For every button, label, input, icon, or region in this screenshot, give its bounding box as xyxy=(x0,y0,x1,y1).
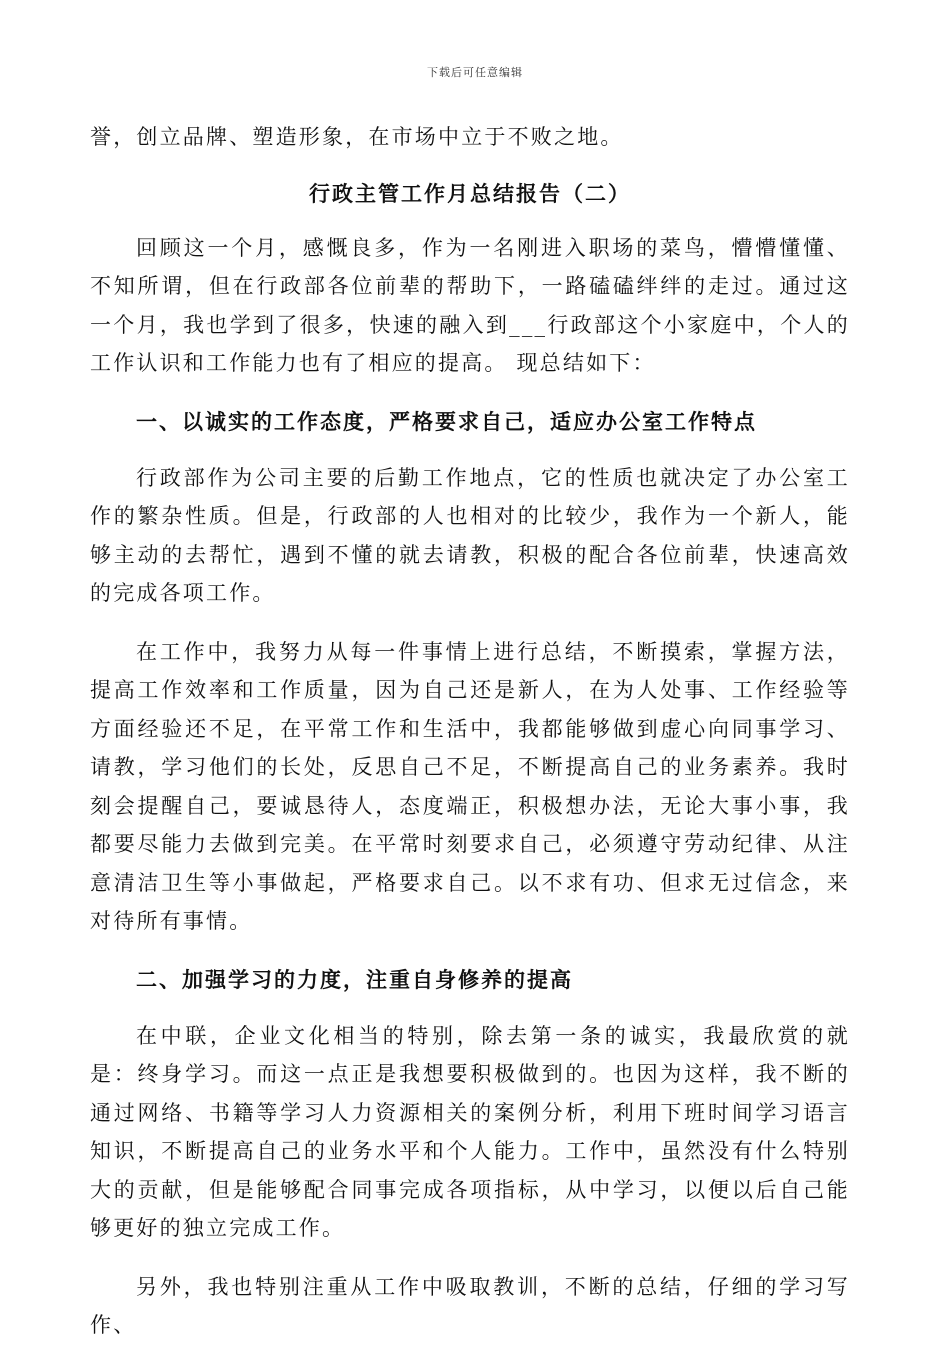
document-body xyxy=(90,118,850,1345)
intro-paragraph: 回顾这一个月，感慨良多，作为一名刚进入职场的菜鸟，懵懵懂懂、不知所谓，但在行政部各位前辈的帮助下，一路磕磕绊绊的走过。通过这一个月，我也学到了很多，快速的融入到___行政部这个小家庭中，个人的工作认识和工作能力也有了相应的提高。 现总结如下： xyxy=(90,235,850,375)
header-note: 下载后可任意编辑 xyxy=(427,66,523,79)
section-1-heading: 一、以诚实的工作态度，严格要求自己，适应办公室工作特点 xyxy=(136,409,757,434)
section-2-paragraph-2: 另外，我也特别注重从工作中吸取教训，不断的总结，仔细的学习写作、 xyxy=(90,1274,850,1337)
section-1-paragraph-2: 在工作中，我努力从每一件事情上进行总结，不断摸索，掌握方法，提高工作效率和工作质量，因为自己还是新人，在为人处事、工作经验等方面经验还不足，在平常工作和生活中，我都能够做到虚心向同事学习、请教，学习他们的长处，反思自己不足，不断提高自己的业务素养。我时刻会提醒自己，要诚恳待人，态度端正，积极想办法，无论大事小事，我都要尽能力去做到完美。在平常时刻要求自己，必须遵守劳动纪律、从注意清洁卫生等小事做起，严格要求自己。以不求有功、但求无过信念，来对待所有事情。 xyxy=(90,639,850,933)
continuation-paragraph: 誉，创立品牌、塑造形象，在市场中立于不败之地。 xyxy=(90,125,624,149)
section-2-paragraph-1: 在中联，企业文化相当的特别，除去第一条的诚实，我最欣赏的就是：终身学习。而这一点正是我想要积极做到的。也因为这样，我不断的通过网络、书籍等学习人力资源相关的案例分析，利用下班时间学习语言知识，不断提高自己的业务水平和个人能力。工作中，虽然没有什么特别大的贡献，但是能够配合同事完成各项指标，从中学习，以便以后自己能够更好的独立完成工作。 xyxy=(90,1023,850,1240)
document-title: 行政主管工作月总结报告（二） xyxy=(309,181,631,206)
section-1-paragraph-1: 行政部作为公司主要的后勤工作地点，它的性质也就决定了办公室工作的繁杂性质。但是，行政部的人也相对的比较少，我作为一个新人，能够主动的去帮忙，遇到不懂的就去请教，积极的配合各位前辈，快速高效的完成各项工作。 xyxy=(90,465,850,605)
section-2-heading: 二、加强学习的力度，注重自身修养的提高 xyxy=(136,967,573,992)
